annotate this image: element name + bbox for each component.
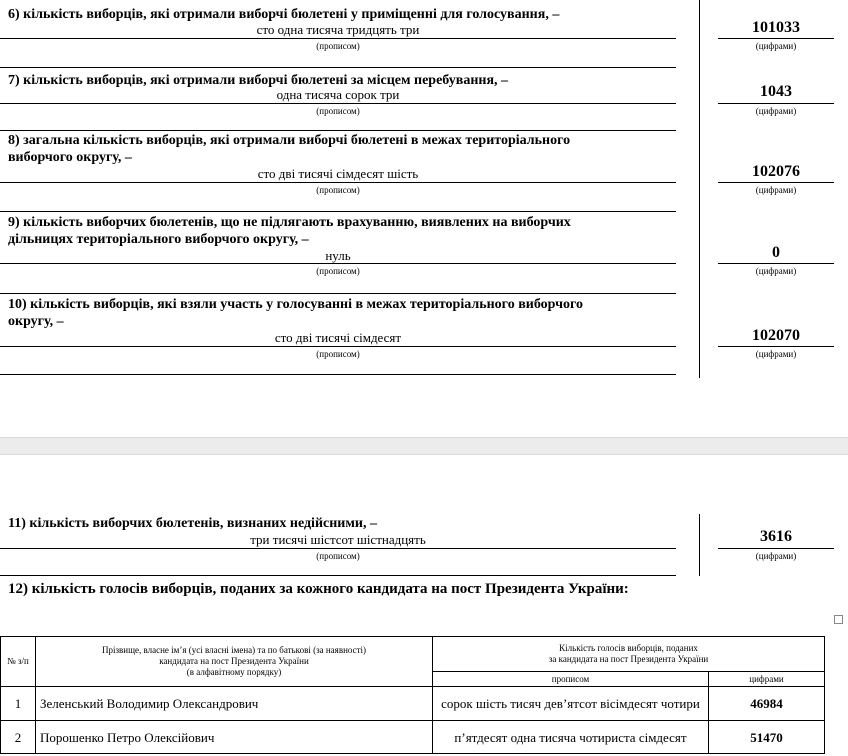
- table-row: [1, 721, 825, 754]
- item-8-number: 102076: [752, 163, 800, 180]
- col-header-name-line2: кандидата на пост Президента України: [159, 656, 309, 666]
- row-1-number: 46984: [709, 687, 825, 721]
- item-10-header: 10) кількість виборців, які взяли участь у голосуванні в межах територіального виборчого: [8, 297, 583, 312]
- column-divider: [699, 0, 700, 378]
- item-10-words-line: [0, 346, 676, 347]
- item-10-separator: [0, 374, 676, 375]
- table-row: [1, 687, 825, 721]
- item-10-header-cont: округу, –: [8, 314, 64, 329]
- item-8-words-caption: (прописом): [316, 185, 360, 195]
- col-header-votes: [433, 637, 825, 672]
- item-9-words: нуль: [325, 248, 351, 263]
- row-2-name: Порошенко Петро Олексійович: [36, 721, 433, 754]
- row-2-no: 2: [1, 721, 36, 754]
- item-11-number: 3616: [760, 528, 792, 545]
- page-break: [0, 437, 848, 455]
- item-8-words: сто дві тисячі сімдесят шість: [257, 166, 419, 181]
- item-7-words-caption: (прописом): [316, 106, 360, 116]
- item-7-words-line: [0, 103, 676, 104]
- item-9-words-line: [0, 263, 676, 264]
- item-11-words-caption: (прописом): [316, 551, 360, 561]
- item-8-separator: [0, 211, 676, 212]
- col-header-no: № з/п: [1, 637, 36, 687]
- table-anchor-box: [834, 615, 843, 624]
- item-7-header: 7) кількість виборців, які отримали виборчі бюлетені за місцем перебування, –: [8, 73, 509, 88]
- item-10-words: сто дві тисячі сімдесят: [274, 330, 402, 345]
- item-10-number-line: [718, 346, 834, 347]
- item-8-header-cont: виборчого округу, –: [8, 150, 132, 165]
- item-9-number-line: [718, 263, 834, 264]
- item-7-number-caption: (цифрами): [755, 106, 797, 116]
- item-7-separator: [0, 130, 676, 131]
- col-header-name-line1: Прізвище, власне ім’я (усі власні імена) та по батькові (за наявності): [101, 645, 367, 655]
- col-header-votes-line1: Кількість голосів виборців, поданих: [559, 643, 698, 653]
- col-header-votes-line2: за кандидата на пост Президента України: [548, 654, 709, 664]
- item-9-words-caption: (прописом): [316, 266, 360, 276]
- item-8-words-line: [0, 182, 676, 183]
- item-6-words: сто одна тисяча тридцять три: [256, 22, 420, 37]
- item-6-number-line: [718, 38, 834, 39]
- item-7-number: 1043: [760, 83, 792, 100]
- table-header-row: [1, 637, 825, 672]
- item-10-number-caption: (цифрами): [755, 349, 797, 359]
- item-6-words-line: [0, 38, 676, 39]
- item-10-number: 102070: [752, 327, 800, 344]
- item-6-header: 6) кількість виборців, які отримали виборчі бюлетені у приміщенні для голосування, –: [8, 7, 560, 22]
- col-header-name-line3: (в алфавітному порядку): [186, 667, 282, 677]
- item-7-words: одна тисяча сорок три: [276, 87, 400, 102]
- item-9-header: 9) кількість виборчих бюлетенів, що не підлягають врахуванню, виявлених на виборчих: [8, 215, 571, 230]
- item-9-header-cont: дільницях територіального виборчого округу, –: [8, 232, 309, 247]
- item-10-words-caption: (прописом): [316, 349, 360, 359]
- item-7-number-line: [718, 103, 834, 104]
- item-11-number-line: [718, 548, 834, 549]
- item-9-number-caption: (цифрами): [755, 266, 797, 276]
- row-1-no: 1: [1, 687, 36, 721]
- row-2-number: 51470: [709, 721, 825, 754]
- item-11-separator: [0, 575, 676, 576]
- row-1-name: Зеленський Володимир Олександрович: [36, 687, 433, 721]
- row-2-words: п’ятдесят одна тисяча чотириста сімдесят: [433, 721, 709, 754]
- item-6-number-caption: (цифрами): [755, 41, 797, 51]
- item-8-number-caption: (цифрами): [755, 185, 797, 195]
- item-11-header: 11) кількість виборчих бюлетенів, визнаних недійсними, –: [8, 516, 377, 531]
- col-header-digits: цифрами: [709, 672, 825, 687]
- row-1-words: сорок шість тисяч дев’ятсот вісімдесят чотири: [433, 687, 709, 721]
- item-9-separator: [0, 293, 676, 294]
- candidates-table: [0, 636, 825, 754]
- col-header-words: прописом: [433, 672, 709, 687]
- item-6-separator: [0, 67, 676, 68]
- column-divider-2: [699, 514, 700, 576]
- item-6-number: 101033: [752, 19, 800, 36]
- item-11-number-caption: (цифрами): [755, 551, 797, 561]
- item-8-header: 8) загальна кількість виборців, які отримали виборчі бюлетені в межах територіального: [8, 133, 571, 148]
- section-12-header: 12) кількість голосів виборців, поданих за кожного кандидата на пост Президента України:: [8, 581, 629, 597]
- item-9-number: 0: [772, 244, 780, 261]
- item-8-number-line: [718, 182, 834, 183]
- item-11-words-line: [0, 548, 676, 549]
- item-11-words: три тисячі шістсот шістнадцять: [250, 532, 426, 547]
- col-header-name: [36, 637, 433, 687]
- item-6-words-caption: (прописом): [316, 41, 360, 51]
